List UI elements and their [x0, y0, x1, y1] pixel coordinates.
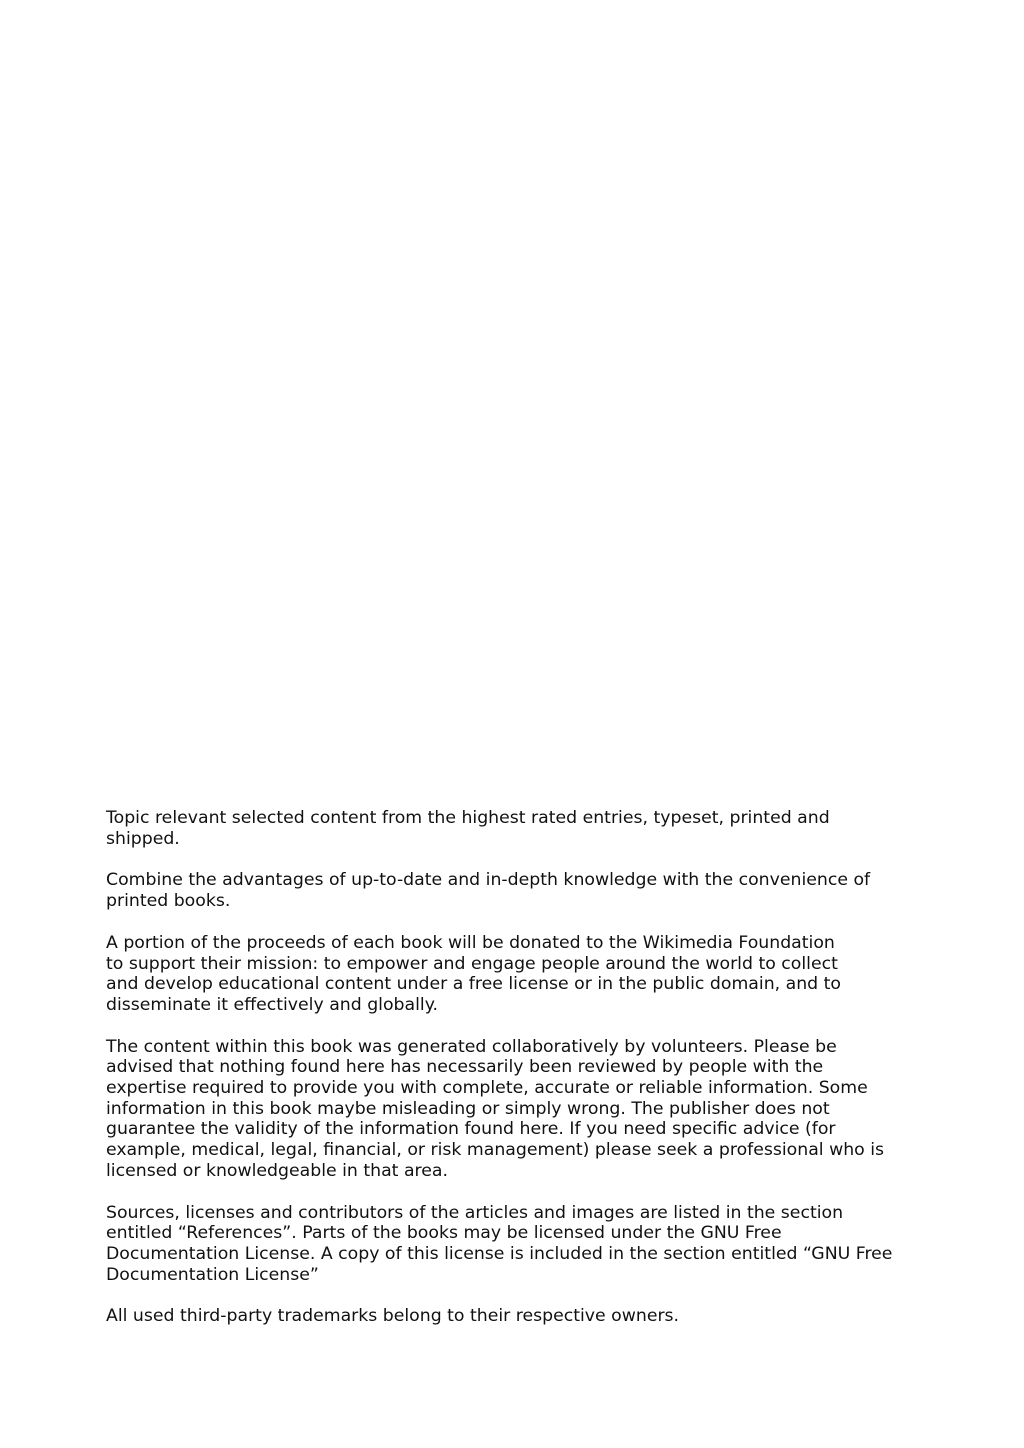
text-line: example, medical, legal, financial, or risk management) please seek a professional who is [106, 1140, 885, 1161]
text-line: licensed or knowledgeable in that area. [106, 1160, 448, 1181]
text-line: Documentation License. A copy of this license is included in the section entitled “GNU Free [106, 1243, 893, 1264]
paragraph-trademarks [106, 1306, 906, 1327]
text-line: and develop educational content under a free license or in the public domain, and to [106, 974, 841, 995]
paragraph-combine-advantages [106, 870, 906, 911]
paragraph-wikimedia-donation [106, 933, 906, 1016]
text-line: advised that nothing found here has necessarily been reviewed by people with the [106, 1057, 824, 1078]
text-line: shipped. [106, 828, 180, 849]
paragraph-sources-licenses [106, 1203, 906, 1286]
text-line: printed books. [106, 891, 231, 912]
notice-text-block [106, 808, 906, 1348]
text-line: Combine the advantages of up-to-date and in-depth knowledge with the convenience of [106, 870, 871, 891]
text-line: entitled “References”. Parts of the books may be licensed under the GNU Free [106, 1223, 782, 1244]
text-line: guarantee the validity of the information found here. If you need specific advice (for [106, 1119, 836, 1140]
text-line: to support their mission: to empower and engage people around the world to collect [106, 953, 838, 974]
text-line: Topic relevant selected content from the highest rated entries, typeset, printed and [106, 808, 830, 828]
text-line: All used third-party trademarks belong to their respective owners. [106, 1306, 680, 1327]
text-line: A portion of the proceeds of each book will be donated to the Wikimedia Foundation [106, 932, 835, 953]
text-line: information in this book maybe misleading or simply wrong. The publisher does not [106, 1098, 830, 1119]
paragraph-volunteer-disclaimer [106, 1037, 906, 1182]
text-line: expertise required to provide you with complete, accurate or reliable information. Some [106, 1078, 868, 1099]
text-line: disseminate it effectively and globally. [106, 994, 438, 1015]
text-line: The content within this book was generated collaboratively by volunteers. Please be [106, 1036, 837, 1057]
text-line: Documentation License” [106, 1264, 319, 1285]
paragraph-topic-relevant [106, 808, 906, 849]
text-line: Sources, licenses and contributors of the articles and images are listed in the section [106, 1202, 844, 1223]
